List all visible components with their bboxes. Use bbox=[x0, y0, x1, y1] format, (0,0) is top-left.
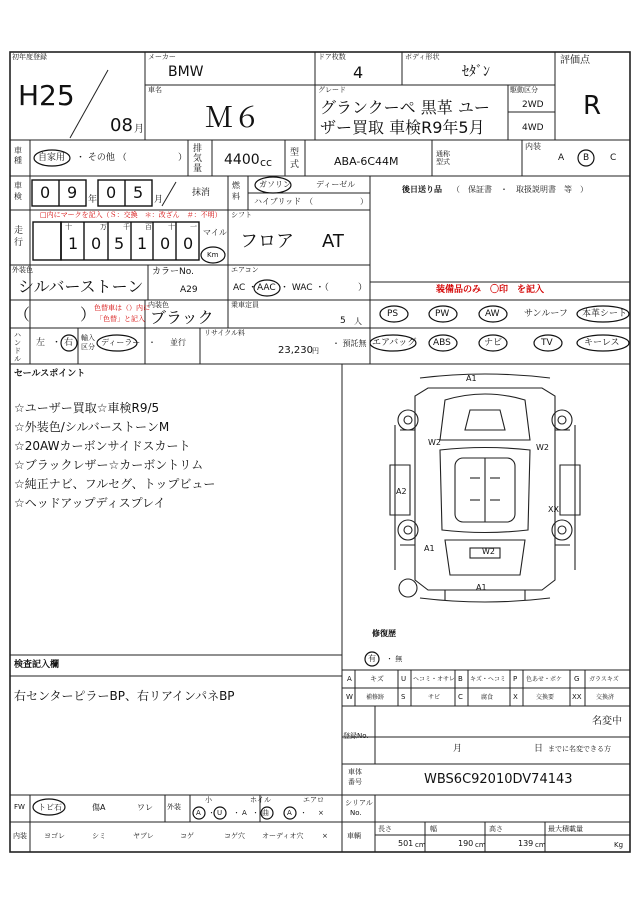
inspection-notes-title: 検査記入欄 bbox=[14, 660, 60, 670]
legend-u: U bbox=[401, 675, 407, 683]
documents-title: 後日送り品 bbox=[402, 185, 442, 194]
legend-x: X bbox=[513, 693, 518, 701]
interior-audio-hole: オーディオ穴 bbox=[262, 832, 304, 840]
legend-b: B bbox=[458, 675, 463, 683]
equipment-abs: ABS bbox=[433, 338, 451, 348]
inspection-year-1: 0 bbox=[40, 183, 51, 202]
score-label: 評価点 bbox=[560, 55, 590, 66]
catalog-label: 通称型式 bbox=[436, 150, 450, 166]
diagram-mark-left-side: A2 bbox=[396, 487, 407, 496]
legend-s: S bbox=[401, 693, 406, 701]
reg-slash bbox=[70, 70, 108, 138]
grade-label: グレード bbox=[318, 86, 346, 94]
diagram-mark-left-front: W2 bbox=[428, 438, 441, 447]
equipment-ps: PS bbox=[387, 309, 399, 319]
handle-label: ハンドル bbox=[14, 331, 21, 363]
fuel-hybrid: ハイブリッド （ bbox=[254, 197, 314, 206]
legend-xx: XX bbox=[572, 693, 582, 701]
color-label: 外装色 bbox=[12, 266, 33, 274]
mileage-digit-5: 0 bbox=[160, 234, 171, 253]
interior-grade-label: 内装 bbox=[525, 142, 541, 151]
doors-label: ドア枚数 bbox=[318, 53, 346, 61]
width-unit: cm bbox=[475, 841, 486, 849]
weight-unit: Kg bbox=[614, 841, 624, 849]
serial-label: シリアル bbox=[345, 799, 373, 807]
equipment-airbag: エアバッグ bbox=[372, 338, 417, 348]
mileage-km: Km bbox=[207, 251, 219, 259]
legend-a-text: キズ bbox=[370, 675, 384, 683]
legend-p-text: 色あせ・ボケ bbox=[526, 676, 563, 683]
inspection-label: 車検 bbox=[14, 181, 22, 201]
color-no-value: A29 bbox=[180, 285, 198, 295]
interior-tear: ヤブレ bbox=[133, 832, 154, 840]
exterior-a: A bbox=[196, 809, 201, 817]
aircon-close: ） bbox=[358, 283, 368, 293]
interior-label: 内装 bbox=[13, 832, 27, 840]
mileage-unit-3: 百 bbox=[145, 223, 152, 231]
equipment-title: 装備品のみ 〇印 を記入 bbox=[436, 285, 545, 295]
maker-value: BMW bbox=[168, 64, 204, 80]
name-change-label: 名変中 bbox=[592, 716, 622, 727]
width-label: 幅 bbox=[430, 825, 437, 833]
color-no-label: カラーNo. bbox=[152, 267, 194, 277]
equipment-aw: AW bbox=[485, 309, 500, 319]
sales-points-title: セールスポイント bbox=[14, 369, 86, 379]
recycle-value: 23,230 bbox=[278, 345, 313, 356]
color-change-note2: 「色替」と記入 bbox=[96, 315, 145, 323]
mileage-unit-5: 一 bbox=[190, 223, 197, 231]
exterior-label: 外装 bbox=[167, 803, 181, 811]
legend-s-text: サビ bbox=[428, 694, 441, 701]
exterior-dot-1: ・ bbox=[208, 809, 215, 817]
mileage-digit-1: 1 bbox=[68, 234, 79, 253]
aero-label: エアロ bbox=[303, 796, 324, 804]
length-value: 501 bbox=[398, 839, 414, 848]
name-change-day: 日 bbox=[534, 744, 544, 754]
model-name-label: 車名 bbox=[148, 86, 162, 94]
exterior-small: 小 bbox=[205, 796, 212, 804]
displacement-unit: cc bbox=[260, 156, 273, 169]
diagram-mark-trunk: W2 bbox=[482, 547, 495, 556]
aircon-ac: AC ・ bbox=[233, 283, 258, 293]
wheel-curve: 曲 bbox=[262, 809, 269, 817]
mileage-unit-0: 十 bbox=[65, 223, 72, 231]
capacity-unit: 人 bbox=[354, 317, 362, 326]
aero-a: A bbox=[287, 809, 292, 817]
color-change-close: ） bbox=[80, 305, 97, 324]
vin-value: WBS6C92010DV74143 bbox=[424, 772, 573, 787]
sales-point-4: ☆ブラックレザー☆カーボントリム bbox=[14, 458, 204, 472]
fw-ware: ワレ bbox=[137, 803, 153, 812]
shift-label: シフト bbox=[231, 211, 252, 219]
body-type-value: ｾﾀﾞﾝ bbox=[462, 64, 490, 80]
import-dot: ・ bbox=[148, 338, 156, 347]
handle-left: 左 bbox=[36, 338, 46, 348]
interior-stain: シミ bbox=[92, 832, 106, 840]
sales-point-1: ☆ユーザー買取☆車検R9/5 bbox=[14, 401, 160, 415]
legend-w-text: 補修跡 bbox=[366, 694, 385, 701]
interior-x: × bbox=[322, 832, 328, 840]
recycle-unit: 円 bbox=[312, 347, 319, 355]
exterior-u: U bbox=[217, 809, 223, 817]
model-name-value: Ｍ６ bbox=[205, 101, 262, 134]
import-dealer: ディーラー bbox=[101, 338, 141, 347]
usage-private: 自家用 bbox=[38, 153, 66, 163]
legend-a: A bbox=[347, 675, 352, 683]
dims-label: 車輌 bbox=[347, 832, 361, 840]
name-change-month: 月 bbox=[453, 744, 463, 754]
diagram-mark-right-rear: XX bbox=[548, 505, 559, 514]
mileage-digit-3: 5 bbox=[114, 234, 125, 253]
equipment-pw: PW bbox=[435, 309, 450, 319]
drive-2wd: 2WD bbox=[522, 100, 544, 110]
import-parallel: 並行 bbox=[170, 338, 186, 347]
diagram-mark-left-rear: A1 bbox=[424, 544, 435, 553]
inspection-year-unit: 年 bbox=[88, 195, 98, 205]
capacity-value: 5 bbox=[340, 316, 346, 326]
inspection-notes-text: 右センターピラーBP、右リアインパネBP bbox=[14, 689, 235, 703]
interior-burn-hole: コゲ穴 bbox=[224, 832, 245, 840]
repair-no: ・ 無 bbox=[386, 655, 403, 663]
mileage-note: □内にマークを記入（Ｓ：交換 ＊：改ざん ＃：不明） bbox=[40, 211, 222, 219]
vin-label-2: 番号 bbox=[348, 778, 362, 786]
length-unit: cm bbox=[415, 841, 426, 849]
body-type-label: ボディ形状 bbox=[405, 53, 440, 61]
first-reg-month-unit: 月 bbox=[134, 124, 144, 135]
inspection-month-2: 5 bbox=[133, 183, 144, 202]
fuel-close: ） bbox=[360, 197, 368, 206]
score-value: R bbox=[583, 91, 602, 121]
doors-value: 4 bbox=[353, 63, 364, 82]
fw-kake-a: 傷A bbox=[92, 803, 106, 812]
fw-tobiishi: トビ石 bbox=[38, 803, 62, 812]
drive-label: 駆動区分 bbox=[510, 86, 538, 94]
documents-text: （ 保証書 ・ 取扱説明書 等 ） bbox=[452, 185, 588, 194]
maker-label: メーカー bbox=[148, 53, 176, 61]
drive-4wd: 4WD bbox=[522, 123, 544, 133]
name-change-deadline: までに名変できる方 bbox=[548, 745, 611, 753]
fw-label: FW bbox=[14, 803, 25, 811]
height-label: 高さ bbox=[489, 825, 503, 833]
equipment-leather: 本革シート bbox=[582, 309, 628, 319]
height-unit: cm bbox=[535, 841, 546, 849]
legend-b-text: キズ・ヘコミ bbox=[470, 676, 506, 683]
inspection-month-unit: 月 bbox=[154, 195, 164, 205]
aircon-aac: AAC bbox=[257, 283, 276, 293]
interior-scorch: コゲ bbox=[180, 832, 194, 840]
serial-no-label: No. bbox=[350, 809, 362, 817]
sales-point-5: ☆純正ナビ、フルセグ、トップビュー bbox=[14, 477, 216, 491]
usage-label: 車種 bbox=[14, 146, 22, 165]
recycle-label: リサイクル料 bbox=[204, 329, 246, 337]
diagram-mark-right-front: W2 bbox=[536, 443, 549, 452]
fuel-label: 燃料 bbox=[232, 181, 240, 201]
legend-xx-text: 交換済 bbox=[596, 694, 615, 701]
legend-x-text: 交換要 bbox=[536, 694, 555, 701]
interior-color-value: ブラック bbox=[150, 308, 214, 327]
wheel-a: A bbox=[242, 809, 247, 817]
equipment-navi: ナビ bbox=[484, 338, 503, 348]
displacement-value: 4400 bbox=[224, 152, 260, 168]
inspection-month-1: 0 bbox=[106, 183, 117, 202]
repair-title: 修復歴 bbox=[372, 629, 396, 638]
inspection-year-2: 9 bbox=[67, 183, 78, 202]
interior-dirt: ヨゴレ bbox=[44, 832, 65, 840]
diagram-mark-front: A1 bbox=[466, 374, 477, 383]
legend-w: W bbox=[346, 693, 353, 701]
interior-color-label: 内装色 bbox=[148, 301, 169, 309]
import-label: 輸入区分 bbox=[81, 334, 95, 351]
grade-line1: グランクーペ 黒革 ユー bbox=[320, 98, 490, 117]
first-reg-year: H25 bbox=[18, 79, 75, 112]
handle-dot: ・ bbox=[52, 338, 62, 348]
displacement-label: 排気量 bbox=[193, 144, 203, 174]
legend-c: C bbox=[458, 693, 463, 701]
repair-yes: 有 bbox=[368, 654, 376, 663]
grade-line2: ザー買取 車検R9年5月 bbox=[320, 118, 485, 137]
first-reg-month: 08 bbox=[110, 115, 133, 136]
weight-label: 最大積載量 bbox=[548, 825, 583, 833]
mileage-mile: マイル bbox=[203, 228, 227, 237]
height-value: 139 bbox=[518, 839, 534, 848]
legend-u-text: ヘコミ・オサレ bbox=[413, 676, 455, 683]
interior-grade-c: C bbox=[610, 153, 617, 163]
fuel-gasoline: ガソリン bbox=[259, 180, 291, 189]
mileage-label: 走行 bbox=[14, 226, 24, 248]
mileage-digit-4: 1 bbox=[137, 234, 148, 253]
color-change-note1: 色替車は（）内に bbox=[94, 304, 150, 312]
sales-point-3: ☆20AWカーボンサイドスカート bbox=[14, 439, 191, 453]
legend-p: P bbox=[513, 675, 518, 683]
usage-close: ） bbox=[178, 153, 188, 163]
inspection-deleted: 抹消 bbox=[192, 188, 211, 198]
interior-grade-a: A bbox=[558, 153, 565, 163]
usage-other: ・ その他 （ bbox=[76, 153, 127, 163]
legend-c-text: 腐食 bbox=[481, 694, 494, 701]
length-label: 長さ bbox=[378, 825, 392, 833]
aero-x: × bbox=[318, 809, 324, 817]
reg-no-label: 登録No. bbox=[343, 732, 369, 740]
equipment-keyless: キーレス bbox=[584, 338, 620, 348]
legend-g: G bbox=[574, 675, 580, 683]
vin-label-1: 車体 bbox=[348, 768, 362, 776]
legend-g-text: ガラスキズ bbox=[589, 676, 619, 683]
model-code-value: ABA-6C44M bbox=[334, 155, 399, 168]
sales-point-6: ☆ヘッドアップディスプレイ bbox=[14, 496, 166, 510]
wheel-dot: ・ bbox=[233, 809, 240, 817]
equipment-tv: TV bbox=[541, 338, 553, 348]
color-change-open: （ bbox=[14, 305, 31, 324]
wheel-dot-2: ・ bbox=[252, 809, 259, 817]
model-code-label: 型式 bbox=[290, 148, 300, 170]
aircon-wac: ・ WAC ・（ bbox=[280, 283, 329, 293]
recycle-deposit: ・ 預託無 bbox=[332, 339, 367, 348]
mileage-digit-6: 0 bbox=[183, 234, 194, 253]
capacity-label: 乗車定員 bbox=[231, 301, 259, 309]
shift-type: フロア bbox=[240, 231, 294, 252]
mileage-unit-4: 十 bbox=[168, 223, 175, 231]
aero-dot: ・ bbox=[300, 809, 307, 817]
fuel-diesel: ディーゼル bbox=[316, 180, 356, 189]
aircon-label: エアコン bbox=[231, 266, 259, 274]
width-value: 190 bbox=[458, 839, 474, 848]
mileage-digit-2: 0 bbox=[91, 234, 102, 253]
car-damage-diagram bbox=[390, 374, 580, 602]
handle-right: 右 bbox=[64, 338, 74, 348]
interior-grade-b: B bbox=[583, 153, 590, 163]
wheel-label: ホイル bbox=[250, 796, 271, 804]
mileage-unit-2: 千 bbox=[123, 223, 130, 231]
first-reg-label: 初年度登録 bbox=[12, 53, 47, 61]
diagram-mark-rear: A1 bbox=[476, 583, 487, 592]
shift-trans: AT bbox=[322, 231, 344, 252]
equipment-sunroof: サンルーフ bbox=[524, 309, 568, 319]
color-value: シルバーストーン bbox=[18, 277, 144, 296]
mileage-unit-1: 万 bbox=[100, 223, 107, 231]
sales-point-2: ☆外装色/シルバーストーンM bbox=[14, 420, 170, 434]
